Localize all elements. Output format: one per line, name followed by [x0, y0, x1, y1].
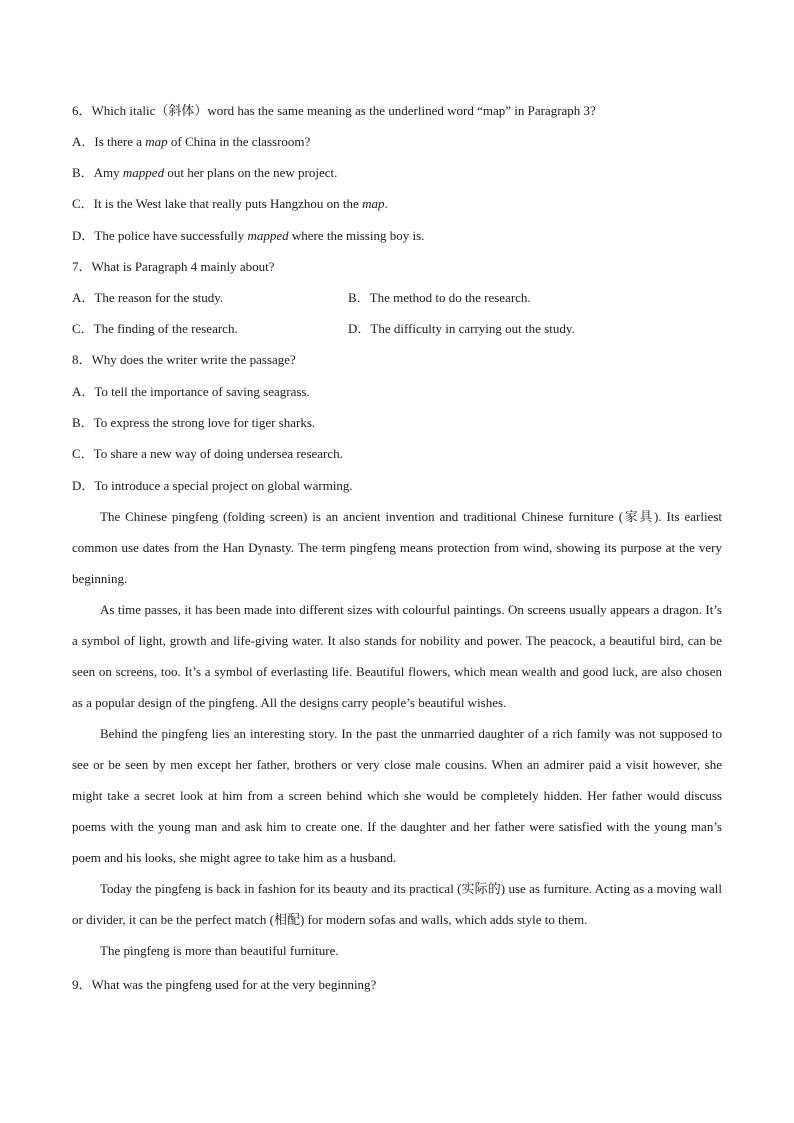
- question-8-stem: 8．Why does the writer write the passage?: [72, 352, 296, 367]
- reading-passage: [72, 501, 722, 966]
- question-6-stem: 6．Which italic（斜体）word has the same meaning as the underlined word “map” in Paragraph 3?: [72, 103, 596, 118]
- question-7-option-d: D．The difficulty in carrying out the study.: [348, 321, 575, 336]
- question-7-option-a: A．The reason for the study.: [72, 290, 224, 305]
- passage-paragraph: The Chinese pingfeng (folding screen) is an ancient invention and traditional Chinese furniture (家具). Its earliest common use dates from the Han Dynasty. The term pingfeng means protection from wind, showing its purpose at the very beginning.: [72, 509, 722, 586]
- question-8-option-d: D．To introduce a special project on global warming.: [72, 478, 353, 493]
- question-6-option-a: A．Is there a map of China in the classroom?: [72, 134, 311, 149]
- question-7-stem: 7．What is Paragraph 4 mainly about?: [72, 259, 275, 274]
- question-7-option-b: B．The method to do the research.: [348, 290, 531, 305]
- question-8-option-b: B．To express the strong love for tiger sharks.: [72, 415, 316, 430]
- passage-paragraph: The pingfeng is more than beautiful furniture.: [100, 943, 339, 958]
- question-6-option-b: B．Amy mapped out her plans on the new project.: [72, 165, 338, 180]
- question-8-option-a: A．To tell the importance of saving seagrass.: [72, 384, 310, 399]
- question-6-option-c: C．It is the West lake that really puts Hangzhou on the map.: [72, 196, 388, 211]
- question-7-option-c: C．The finding of the research.: [72, 321, 238, 336]
- question-6-option-d: D．The police have successfully mapped where the missing boy is.: [72, 228, 425, 243]
- question-9-stem: 9．What was the pingfeng used for at the very beginning?: [72, 977, 377, 992]
- passage-paragraph: Behind the pingfeng lies an interesting story. In the past the unmarried daughter of a rich family was not supposed to see or be seen by men except her father, brothers or very close male cousins. When an admirer paid a visit however, she might take a secret look at him from a screen behind which she would be completely hidden. Her father would discuss poems with the young man and ask him to create one. If the daughter and her father were satisfied with the young man’s poem and his looks, she might agree to take him as a husband.: [72, 726, 722, 865]
- passage-paragraph: Today the pingfeng is back in fashion for its beauty and its practical (实际的) use as furniture. Acting as a moving wall or divider, it can be the perfect match (相配) for modern sofas and walls, which adds style to them.: [72, 881, 722, 927]
- passage-paragraph: As time passes, it has been made into different sizes with colourful paintings. On screens usually appears a dragon. It’s a symbol of light, growth and life-giving water. It also stands for nobility and power. The peacock, a beautiful bird, can be seen on screens, too. It’s a symbol of everlasting life. Beautiful flowers, which mean wealth and good luck, are also chosen as a popular design of the pingfeng. All the designs carry people’s beautiful wishes.: [72, 602, 722, 710]
- question-8-option-c: C．To share a new way of doing undersea research.: [72, 446, 343, 461]
